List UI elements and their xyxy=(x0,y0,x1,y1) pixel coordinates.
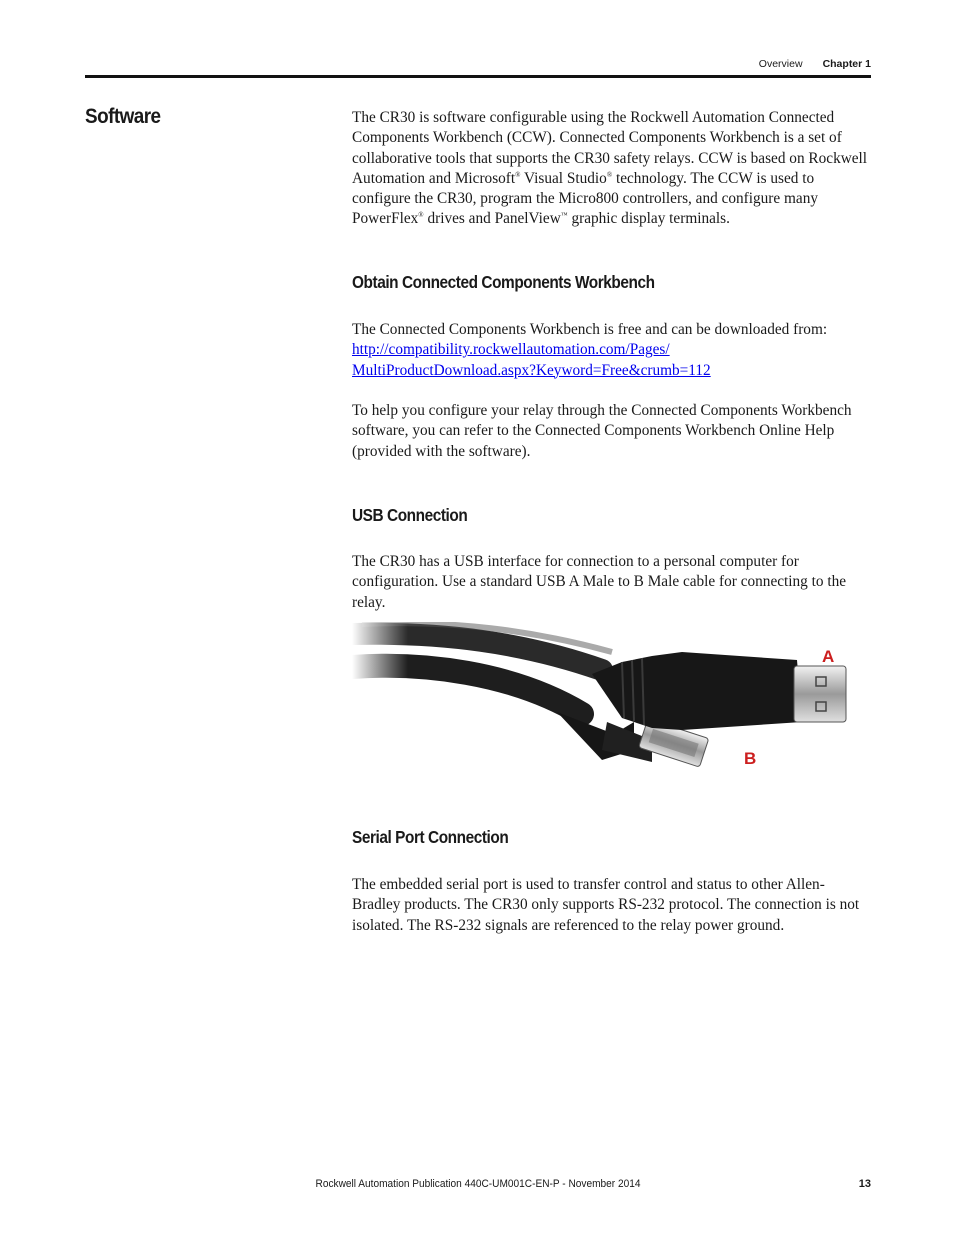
usb-cable-image xyxy=(352,622,872,787)
obtain-help-paragraph: To help you configure your relay through the Connected Components Workbench software, you can refer to the Connected Components Workbench Online Help (provided with the software). xyxy=(352,402,852,460)
serial-paragraph: The embedded serial port is used to transfer control and status to other Allen-Bradley products. The CR30 only supports RS-232 protocol. The connection is not isolated. The RS-232 signals are referenced to the relay power ground. xyxy=(352,876,860,934)
usb-label-b: B xyxy=(744,749,757,768)
running-header xyxy=(85,53,871,75)
subhead-usb-connection: USB Connection xyxy=(352,505,468,525)
subhead-serial-port: Serial Port Connection xyxy=(352,827,509,847)
footer-publication: Rockwell Automation Publication 440C-UM001C-EN-P - November 2014 xyxy=(315,1178,641,1190)
page-footer xyxy=(85,1176,871,1194)
header-chapter: Chapter 1 xyxy=(822,58,871,70)
subhead-obtain-ccw: Obtain Connected Components Workbench xyxy=(352,272,655,292)
download-link-line-2[interactable]: MultiProductDownload.aspx?Keyword=Free&crumb=112 xyxy=(352,361,711,379)
section-title-software: Software xyxy=(85,105,161,128)
download-link-line-1[interactable]: http://compatibility.rockwellautomation.com/Pages/ xyxy=(352,341,670,359)
usb-label-a: A xyxy=(822,647,835,666)
usb-paragraph: The CR30 has a USB interface for connection to a personal computer for configuration. Use a standard USB A Male to B Male cable for connecting to the relay. xyxy=(352,553,847,611)
software-intro: The CR30 is software configurable using the Rockwell Automation Connected Components Workbench (CCW). Connected Components Workbench is a set of collaborative tools that supports the CR30 safety relays. CCW is based on Rockwell Automation and Microsoft® Visual Studio® technology. The CCW is used to configure the CR30, program the Micro800 controllers, and configure many PowerFlex® drives and PanelView™ graphic display terminals. xyxy=(352,109,868,228)
header-section: Overview xyxy=(758,58,803,70)
usb-a-plug xyxy=(794,666,846,722)
obtain-paragraph xyxy=(352,320,872,381)
header-rule xyxy=(85,75,871,78)
page-number: 13 xyxy=(858,1178,871,1190)
obtain-text: The Connected Components Workbench is free and can be downloaded from: xyxy=(352,321,828,338)
